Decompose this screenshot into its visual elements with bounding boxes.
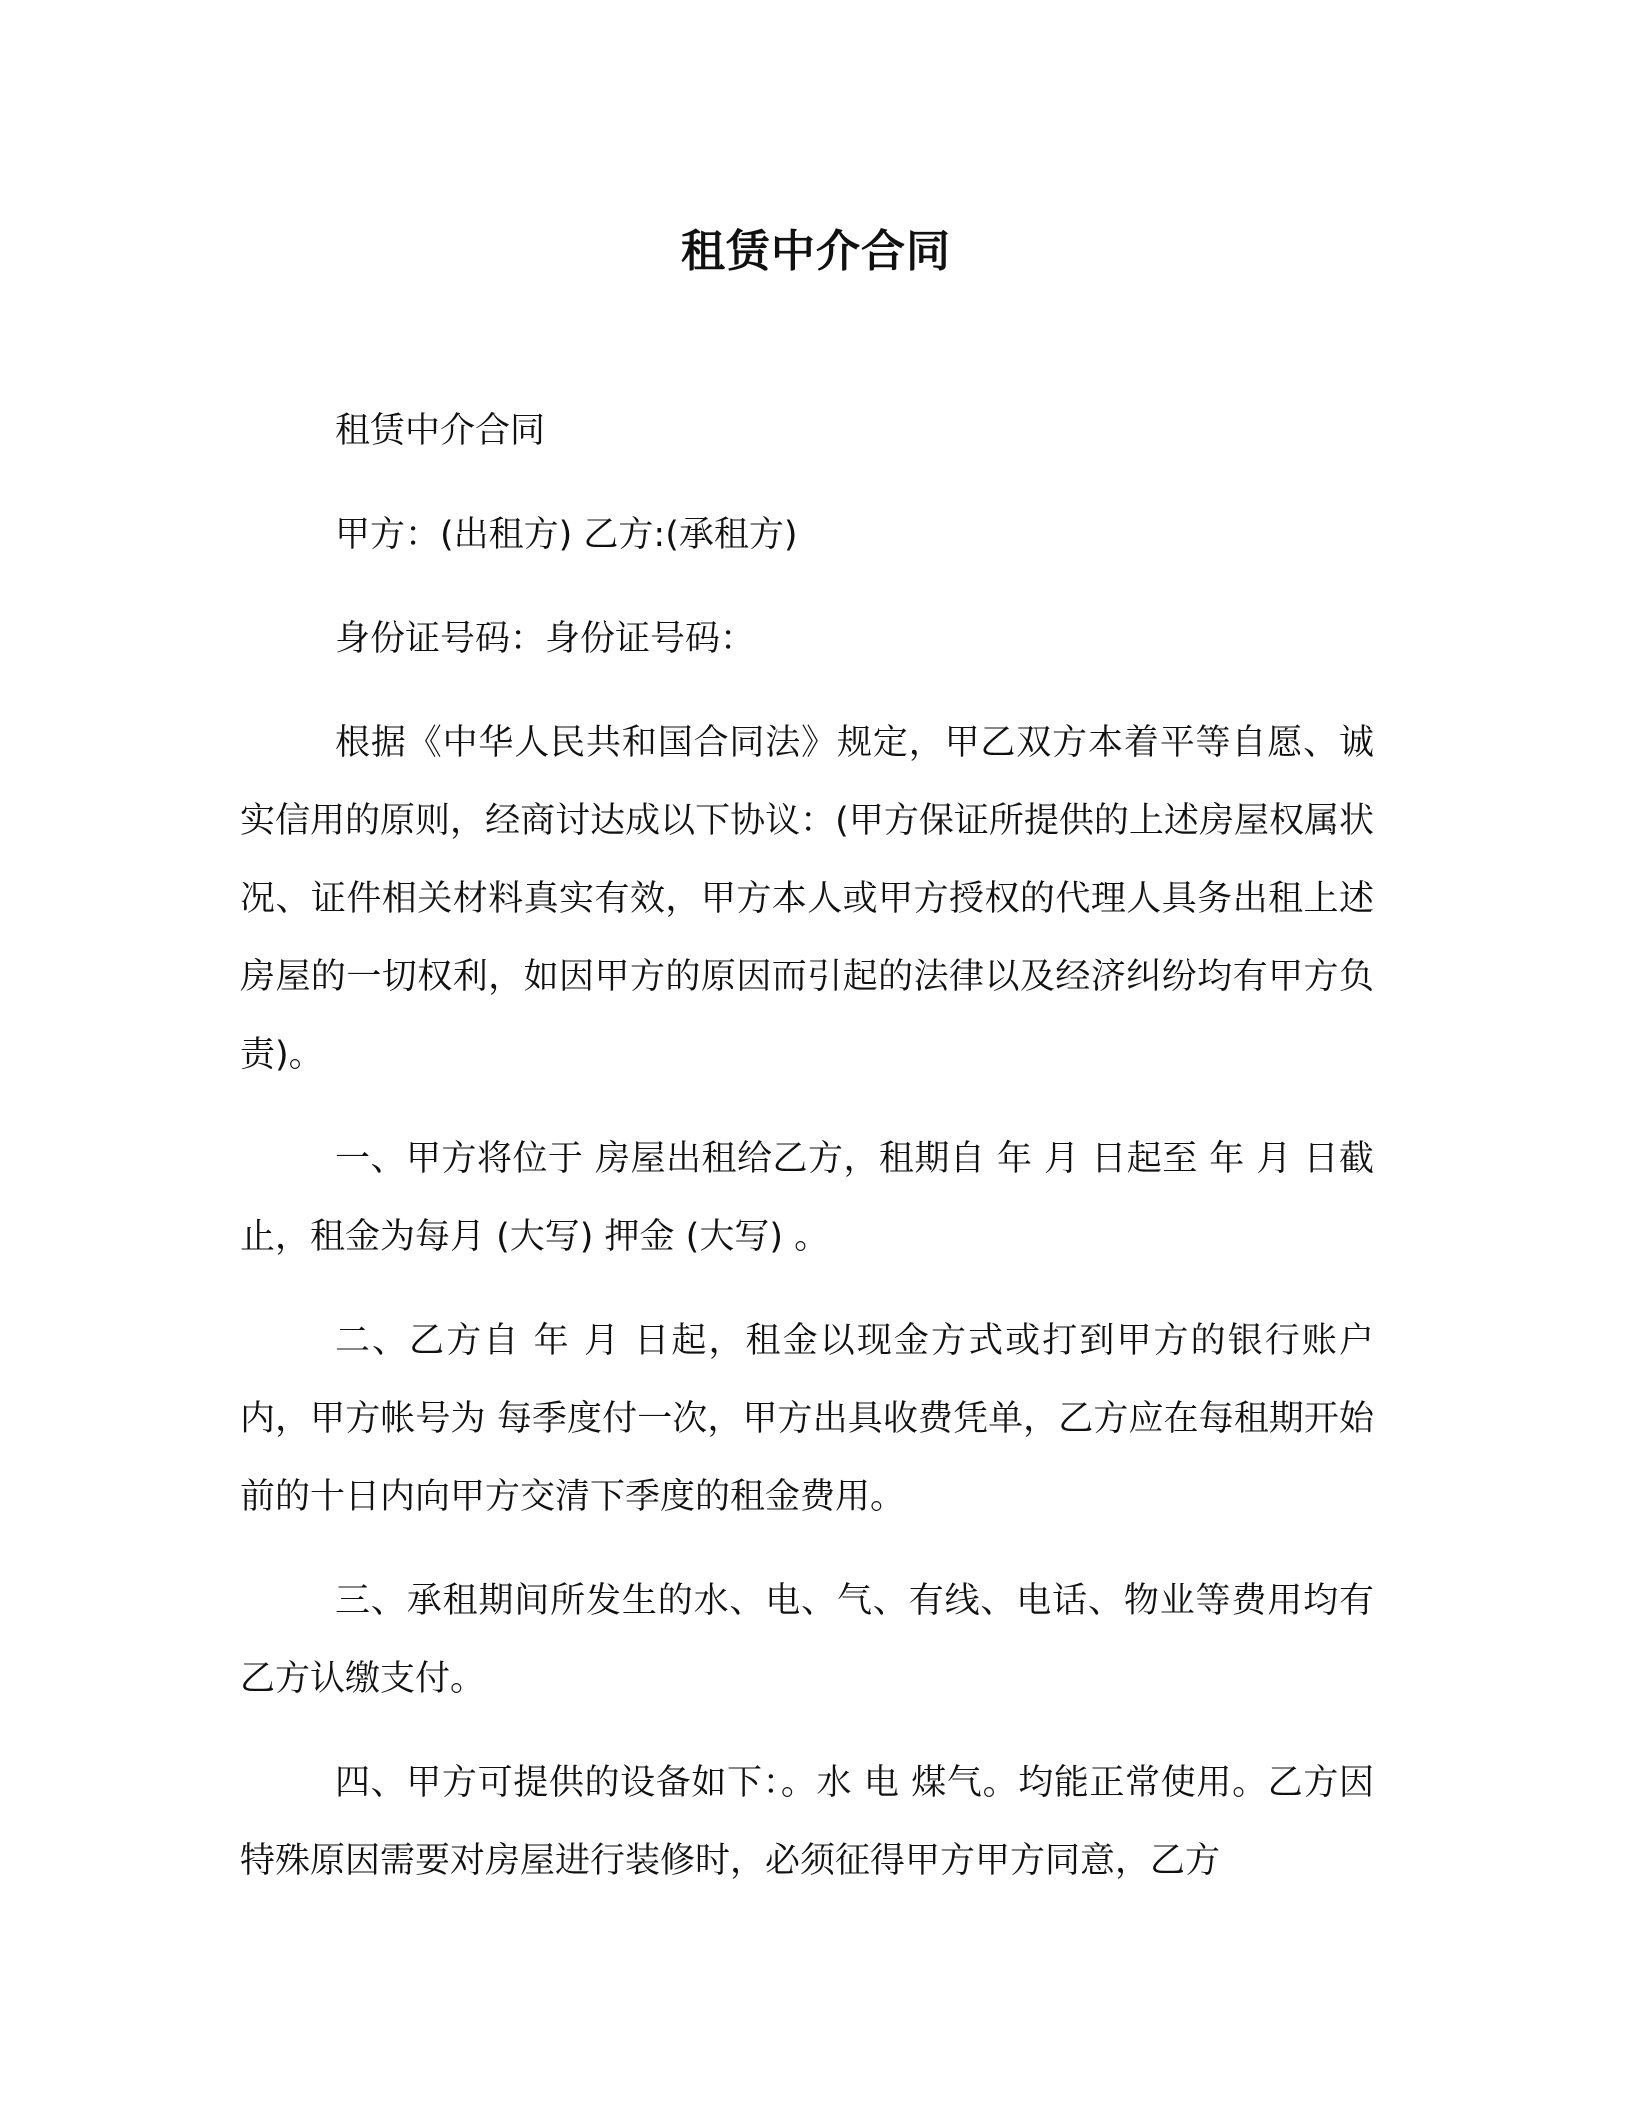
paragraph-clause-2: 二、乙方自 年 月 日起，租金以现金方式或打到甲方的银行账户内，甲方帐号为 每季度付一次，甲方出具收费凭单，乙方应在每租期开始前的十日内向甲方交清下季度的租金费用。 — [240, 1321, 1374, 1517]
paragraph-clause-3: 三、承租期间所发生的水、电、气、有线、电话、物业等费用均有乙方认缴支付。 — [240, 1581, 1374, 1699]
paragraph-heading: 租赁中介合同 — [335, 411, 546, 451]
paragraph-clause-1: 一、甲方将位于 房屋出租给乙方，租期自 年 月 日起至 年 月 日截止，租金为每月 (大写) 押金 (大写) 。 — [240, 1139, 1374, 1257]
paragraph-id-numbers: 身份证号码：身份证号码： — [335, 619, 756, 659]
document-title: 租赁中介合同 — [681, 226, 951, 277]
paragraph-preamble: 根据《中华人民共和国合同法》规定，甲乙双方本着平等自愿、诚实信用的原则，经商讨达成以下协议：(甲方保证所提供的上述房屋权属状况、证件相关材料真实有效，甲方本人或甲方授权的代理人具务出租上述房屋的一切权利，如因甲方的原因而引起的法律以及经济纠纷均有甲方负责)。 — [240, 723, 1374, 1075]
document-body — [240, 392, 1374, 1926]
paragraph-clause-4: 四、甲方可提供的设备如下：。水 电 煤气。均能正常使用。乙方因特殊原因需要对房屋进行装修时，必须征得甲方甲方同意，乙方 — [240, 1763, 1374, 1881]
paragraph-parties: 甲方：(出租方) 乙方:(承租方) — [335, 515, 798, 555]
